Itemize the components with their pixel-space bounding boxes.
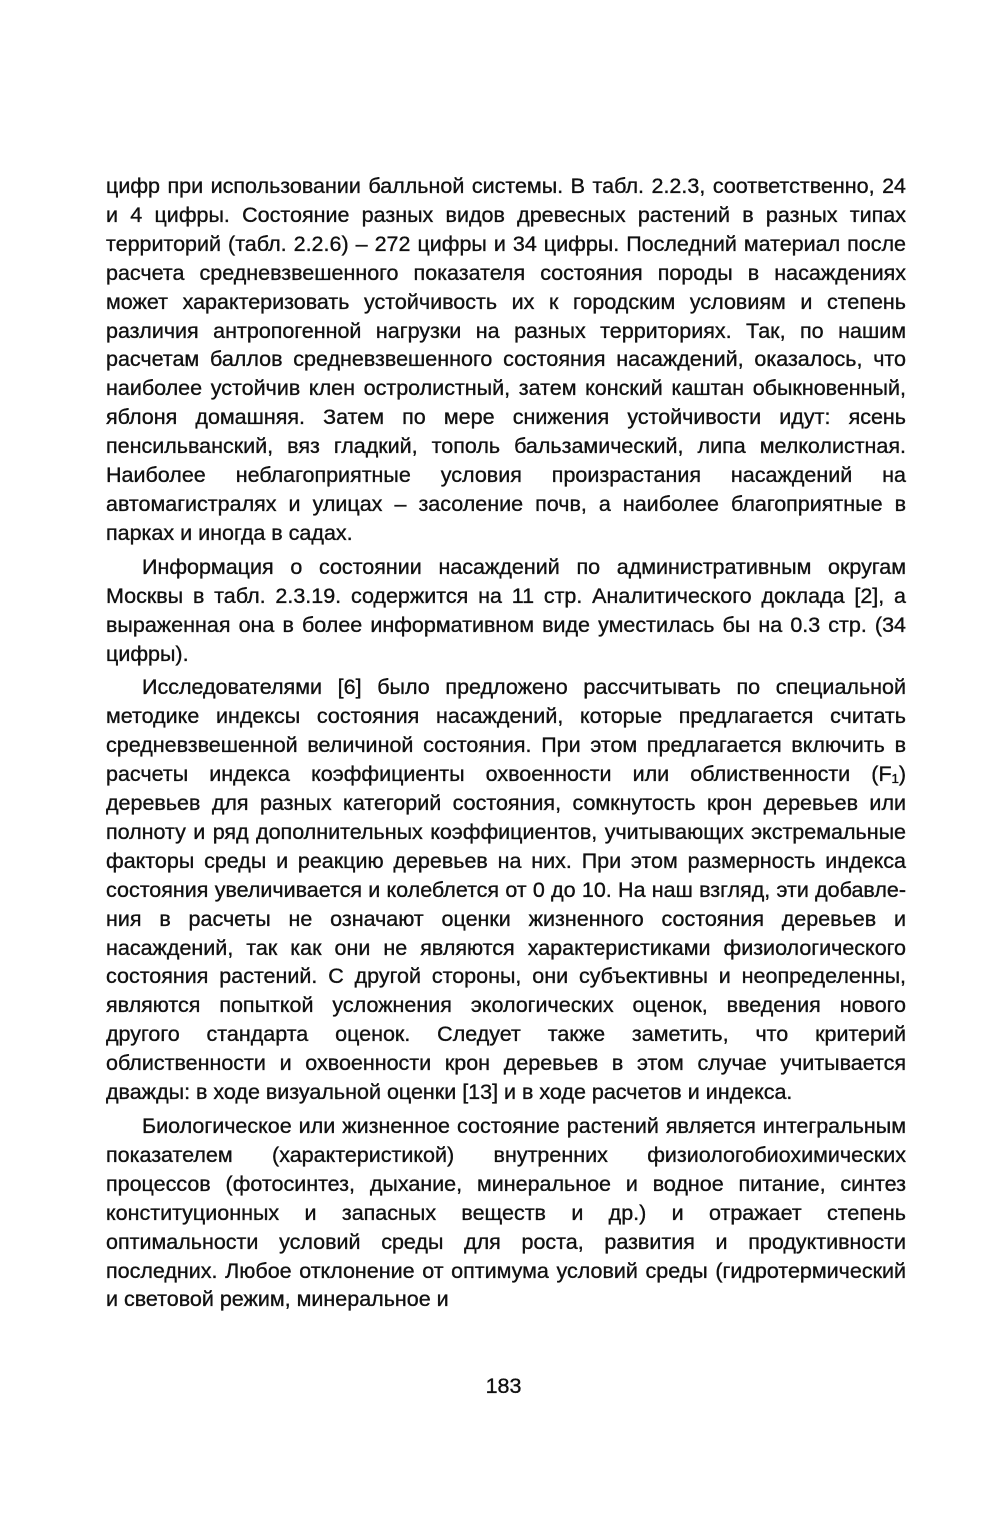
paragraph-moscow-districts: Информация о состоянии насаждений по административным округам Москвы в табл. 2.3.19. содержится на 11 стр. Аналитического доклада [2], а выраженная она в более информативном виде уместилась бы на 0.3 стр. (34 цифры). bbox=[106, 554, 906, 666]
page-number: 183 bbox=[485, 1374, 522, 1398]
paragraph-continuation: цифр при использовании балльной системы. В табл. 2.2.3, соответственно, 24 и 4 цифры. Состояние разных видов древесных растений в разных типах территорий (табл. 2.2.6) – 272 цифры и 34 цифры. Последний материал после расчета средневзвешенного показателя состояния породы в насаждениях может характеризовать устойчивость их к городским условиям и степень различия антропогенной нагрузки на разных территориях. Так, по нашим расчетам баллов средневзвешенного состояния насаждений, оказалось, что наиболее устойчив клен остролистный, затем конский каштан обыкновенный, яблоня домашняя. Затем по мере снижения устойчивости идут: ясень пенсильванский, вяз гладкий, тополь бальзамический, липа мелколистная. Наиболее неблагоприятные условия произрастания насаждений на автомагистралях и улицах – засоление почв, а наиболее благоприятные в парках и иногда в садах. bbox=[106, 174, 906, 545]
paragraph-biological-state: Биологическое или жизненное состояние растений является интегральным показателем (характеристикой) внутренних физиологобиохимических процессов (фотосинтез, дыхание, минеральное и водное питание, синтез конституционных и запасных веществ и др.) и отражает степень оптимальности условий среды для роста, развития и продуктивности последних. Любое отклонение от оптимума условий среды (гидротермический и световой режим, минеральное и bbox=[106, 1114, 906, 1312]
page-body bbox=[106, 172, 906, 1319]
paragraph-condition-index: Исследователями [6] было предложено рассчитывать по специальной методике индексы состояния насаждений, которые предлагается считать средневзвешенной величиной состояния. При этом предлагается включить в расчеты индекса коэффициенты охвоенности или облиственности (F₁) деревьев для разных категорий состояния, сомкнутость крон деревьев или полноту и ряд дополнительных коэффициентов, учитывающих экстремальные факторы среды и реакцию деревьев на них. При этом размерность индекса состояния увеличивается и колеблется от 0 до 10. На наш взгляд, эти добавления в расчеты не означают оценки жизненного состояния деревьев и насаждений, так как они не являются характеристиками физиологического состояния растений. С другой стороны, они субъективны и неопределенны, являются попыткой усложнения экологических оценок, введения нового другого стандарта оценок. Следует также заметить, что критерий облиственности и охвоенности крон деревьев в этом случае учитывается дважды: в ходе визуальной оценки [13] и в ходе расчетов и индекса. bbox=[106, 675, 906, 1105]
